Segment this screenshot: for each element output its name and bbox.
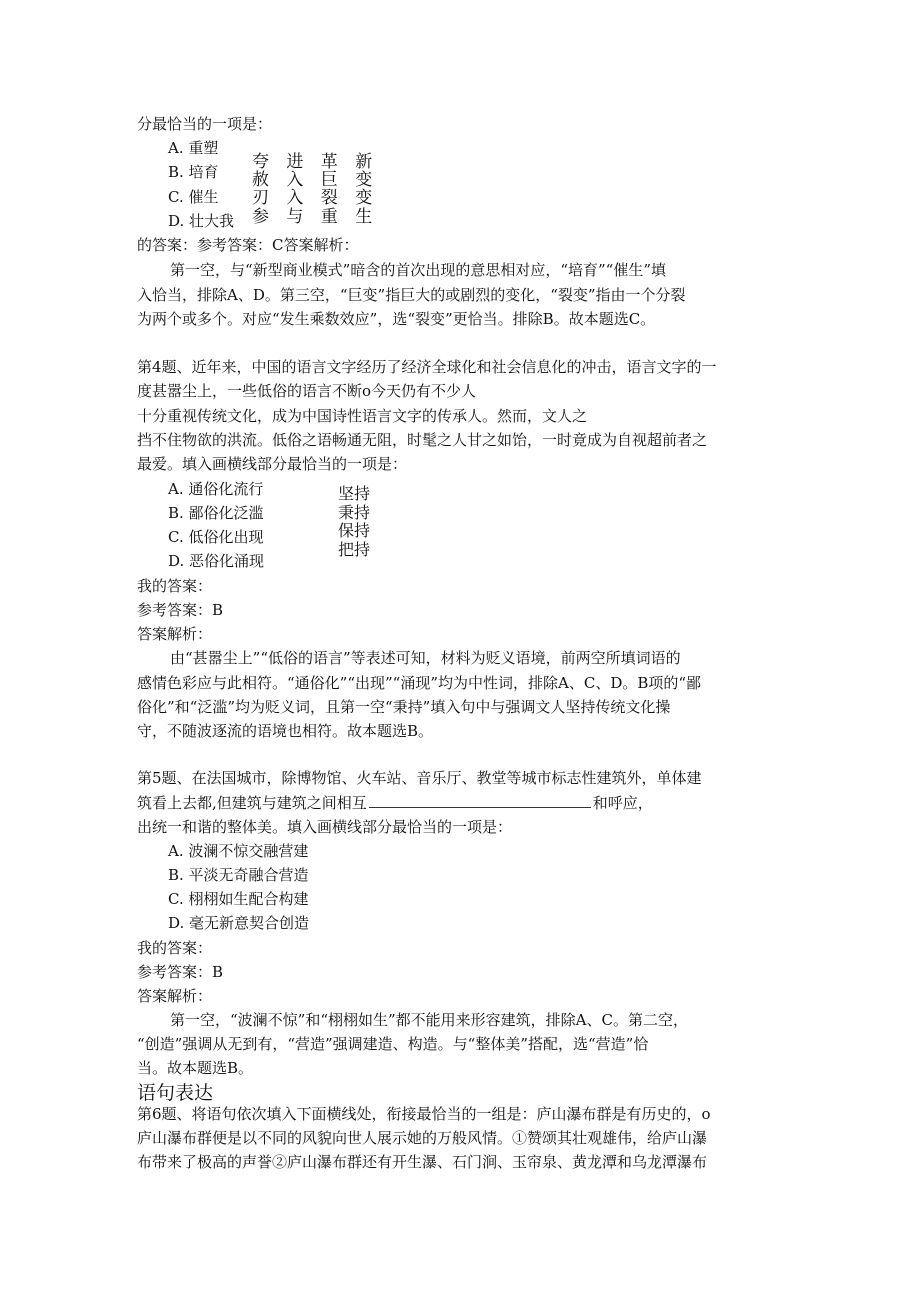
q5-option-d: D. 毫无新意契合创造: [168, 914, 310, 932]
q3-grid-row-4: 参 与 重 生: [252, 207, 379, 227]
q4-analysis-2: 感情色彩应与此相符。“通俗化”“出现”“涌现”均为中性词，排除A、C、D。B项的“鄙: [137, 674, 702, 692]
q3-stem-tail: 分最恰当的一项是：: [137, 115, 273, 133]
q4-analysis-4: 守，不随波逐流的语境也相符。故本题选B。: [137, 722, 434, 740]
q6-stem-1: 第6题、将语句依次填入下面横线处，衔接最恰当的一组是：庐山瀑布群是有历史的，o: [137, 1105, 711, 1123]
q3-option-d: D. 壮大我: [168, 212, 235, 230]
q3-analysis-1: 第一空，与“新型商业模式”暗含的首次出现的意思相对应，“培育”“催生”填: [170, 261, 667, 279]
q5-ref-answer: 参考答案：B: [137, 963, 224, 981]
q4-option-b: B. 鄙俗化泛滥: [168, 504, 264, 522]
q5-stem-2: [137, 792, 653, 813]
fill-blank: [369, 806, 591, 808]
q4-option-c: C. 低俗化出现: [168, 528, 264, 546]
q4-my-answer: 我的答案：: [137, 577, 213, 595]
q5-my-answer: 我的答案：: [137, 939, 213, 957]
q5-analysis-1: 第一空，“波澜不惊”和“栩栩如生”都不能用来形容建筑，排除A、C。第二空，: [170, 1011, 688, 1029]
q3-option-b: B. 培育: [168, 163, 219, 181]
q4-col2-2: 秉持: [338, 503, 371, 522]
q4-ref-answer: 参考答案：B: [137, 601, 224, 619]
q5-option-c: C. 栩栩如生配合构建: [168, 890, 309, 908]
q6-stem-2: 庐山瀑布群便是以不同的风貌向世人展示她的万般风情。①赞颂其壮观雄伟，给庐山瀑: [137, 1129, 708, 1147]
q5-stem-1: 第5题、在法国城市，除博物馆、火车站、音乐厅、教堂等城市标志性建筑外，单体建: [137, 769, 702, 787]
q4-option-a: A. 通俗化流行: [168, 480, 264, 498]
q6-stem-3: 布带来了极高的声誉②庐山瀑布群还有开生瀑、石门涧、玉帘泉、黄龙潭和乌龙潭瀑布: [137, 1153, 708, 1171]
q3-answer-line: 的答案：参考答案：C答案解析：: [137, 236, 359, 254]
q5-stem-2a: 筑看上去都,但建筑与建筑之间相互: [137, 794, 367, 812]
q4-stem-1: 第4题、近年来，中国的语言文字经历了经济全球化和社会信息化的冲击，语言文字的一: [137, 358, 717, 376]
q5-stem-2b: 和呼应，: [592, 794, 653, 812]
q3-grid-row-1: 夸 进 革 新: [252, 152, 379, 172]
q4-stem-2: 度甚嚣尘上，一些低俗的语言不断o今天仍有不少人: [137, 382, 477, 400]
q4-col2-1: 坚持: [338, 484, 371, 503]
q4-stem-4: 挡不住物欲的洪流。低俗之语畅通无阻，时髦之人甘之如饴，一时竟成为自视超前者之: [137, 431, 708, 449]
q5-option-b: B. 平淡无奇融合营造: [168, 866, 309, 884]
q3-option-a: A. 重塑: [168, 139, 219, 157]
section-title: 语句表达: [137, 1082, 214, 1104]
q4-col2-4: 把持: [338, 540, 371, 559]
q3-option-c: C. 催生: [168, 188, 219, 206]
q5-analysis-3: 当。故本题选B。: [137, 1059, 254, 1077]
q4-col2-3: 保持: [338, 521, 371, 540]
q4-stem-5: 最爱。填入画横线部分最恰当的一项是：: [137, 455, 408, 473]
q3-analysis-3: 为两个或多个。对应“发生乘数效应”，选“裂变”更恰当。排除B。故本题选C。: [137, 310, 656, 328]
q3-grid-row-3: 刃 入 裂 变: [252, 188, 379, 208]
q4-stem-3: 十分重视传统文化，成为中国诗性语言文字的传承人。然而，文人之: [137, 407, 588, 425]
q4-option-d: D. 恶俗化涌现: [168, 552, 265, 570]
q5-analysis-label: 答案解析：: [137, 987, 213, 1005]
q4-analysis-label: 答案解析：: [137, 625, 213, 643]
q5-stem-3: 出统一和谐的整体美。填入画横线部分最恰当的一项是：: [137, 818, 513, 836]
q5-option-a: A. 波澜不惊交融营建: [168, 842, 309, 860]
q4-analysis-3: 俗化”和“泛滥”均为贬义词，且第一空“秉持”填入句中与强调文人坚持传统文化操: [137, 698, 671, 716]
q3-grid-row-2: 赦 入 巨 变: [252, 170, 379, 190]
q3-analysis-2: 入恰当，排除A、D。第三空，“巨变”指巨大的或剧烈的变化，“裂变”指由一个分裂: [137, 286, 686, 304]
q4-analysis-1: 由“甚嚣尘上”“低俗的语言”等表述可知，材料为贬义语境，前两空所填词语的: [170, 649, 681, 667]
q5-analysis-2: “创造”强调从无到有，“营造”强调建造、构造。与“整体美”搭配，选“营造”恰: [137, 1035, 649, 1053]
